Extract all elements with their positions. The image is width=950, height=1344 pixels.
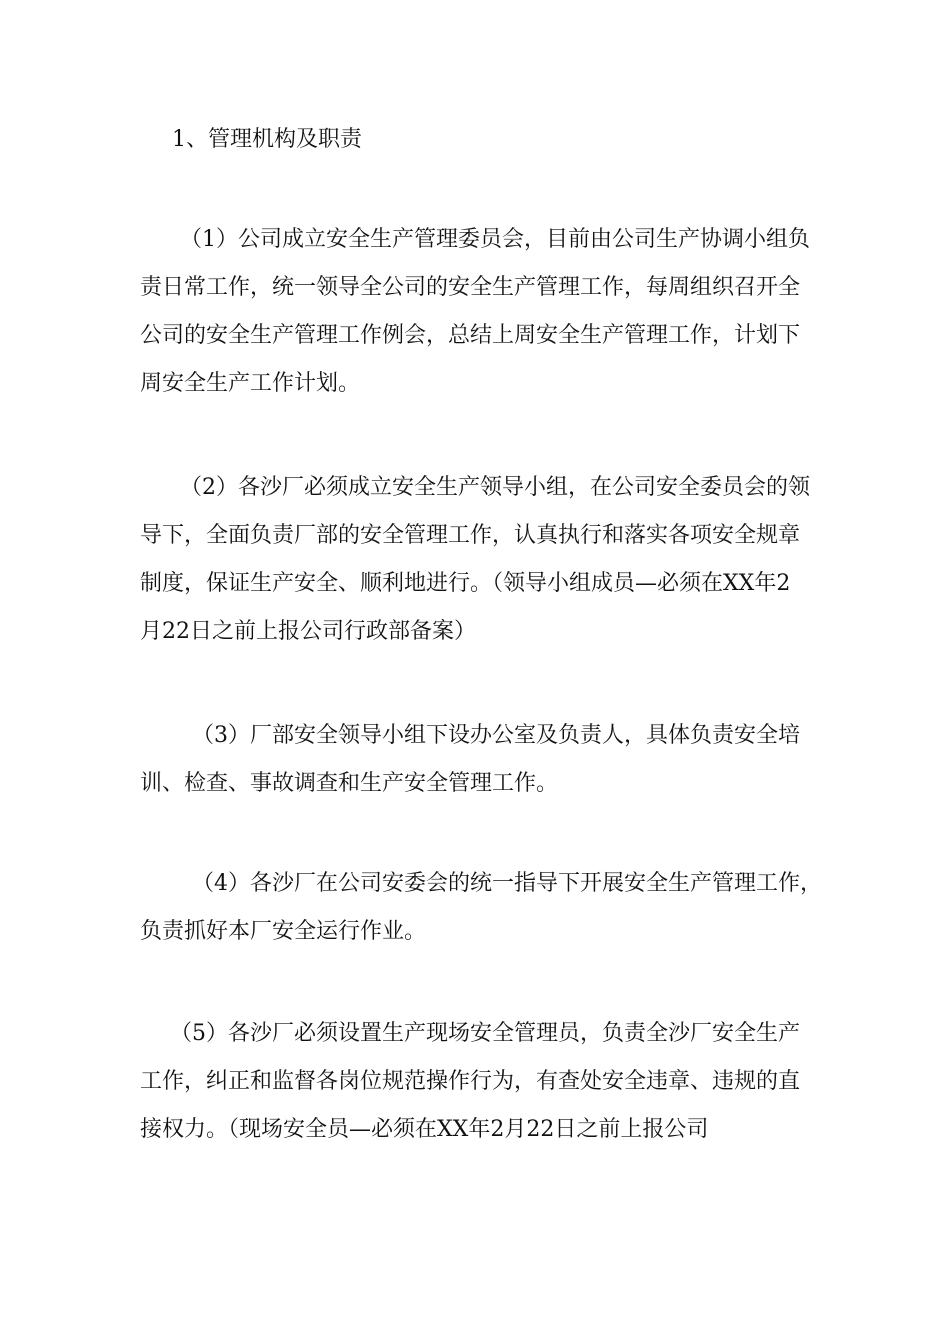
- paragraph-line: 导下，全面负责厂部的安全管理工作，认真执行和落实各项安全规章: [140, 523, 801, 548]
- paragraph-line: （2）各沙厂必须成立安全生产领导小组，在公司安全委员会的领: [180, 475, 810, 500]
- section-heading: 1、管理机构及职责: [172, 127, 362, 152]
- paragraph-3: [140, 712, 820, 808]
- paragraph-2: [140, 464, 820, 656]
- paragraph-line: 工作，纠正和监督各岗位规范操作行为，有查处安全违章、违规的直: [140, 1069, 801, 1094]
- paragraph-line: 接权力。（现场安全员—必须在XX年2月22日之前上报公司: [140, 1117, 709, 1142]
- paragraph-5: [140, 1010, 820, 1154]
- paragraph-1: [140, 216, 820, 408]
- paragraph-4: [140, 860, 820, 956]
- paragraph-line: 责日常工作，统一领导全公司的安全生产管理工作，每周组织召开全: [140, 275, 801, 300]
- paragraph-line: 训、检查、事故调查和生产安全管理工作。: [140, 771, 559, 796]
- paragraph-line: （1）公司成立安全生产管理委员会，目前由公司生产协调小组负: [180, 227, 810, 252]
- paragraph-line: 负责抓好本厂安全运行作业。: [140, 919, 427, 944]
- paragraph-line: （3）厂部安全领导小组下设办公室及负责人，具体负责安全培: [192, 723, 800, 748]
- paragraph-line: 公司的安全生产管理工作例会，总结上周安全生产管理工作，计划下: [140, 323, 801, 348]
- paragraph-line: 周安全生产工作计划。: [140, 371, 361, 396]
- paragraph-line: 月22日之前上报公司行政部备案）: [140, 619, 476, 644]
- paragraph-line: （4）各沙厂在公司安委会的统一指导下开展安全生产管理工作，: [192, 871, 822, 896]
- paragraph-line: 制度，保证生产安全、顺利地进行。（领导小组成员—必须在XX年2: [140, 571, 791, 596]
- paragraph-line: （5）各沙厂必须设置生产现场安全管理员，负责全沙厂安全生产: [170, 1021, 800, 1046]
